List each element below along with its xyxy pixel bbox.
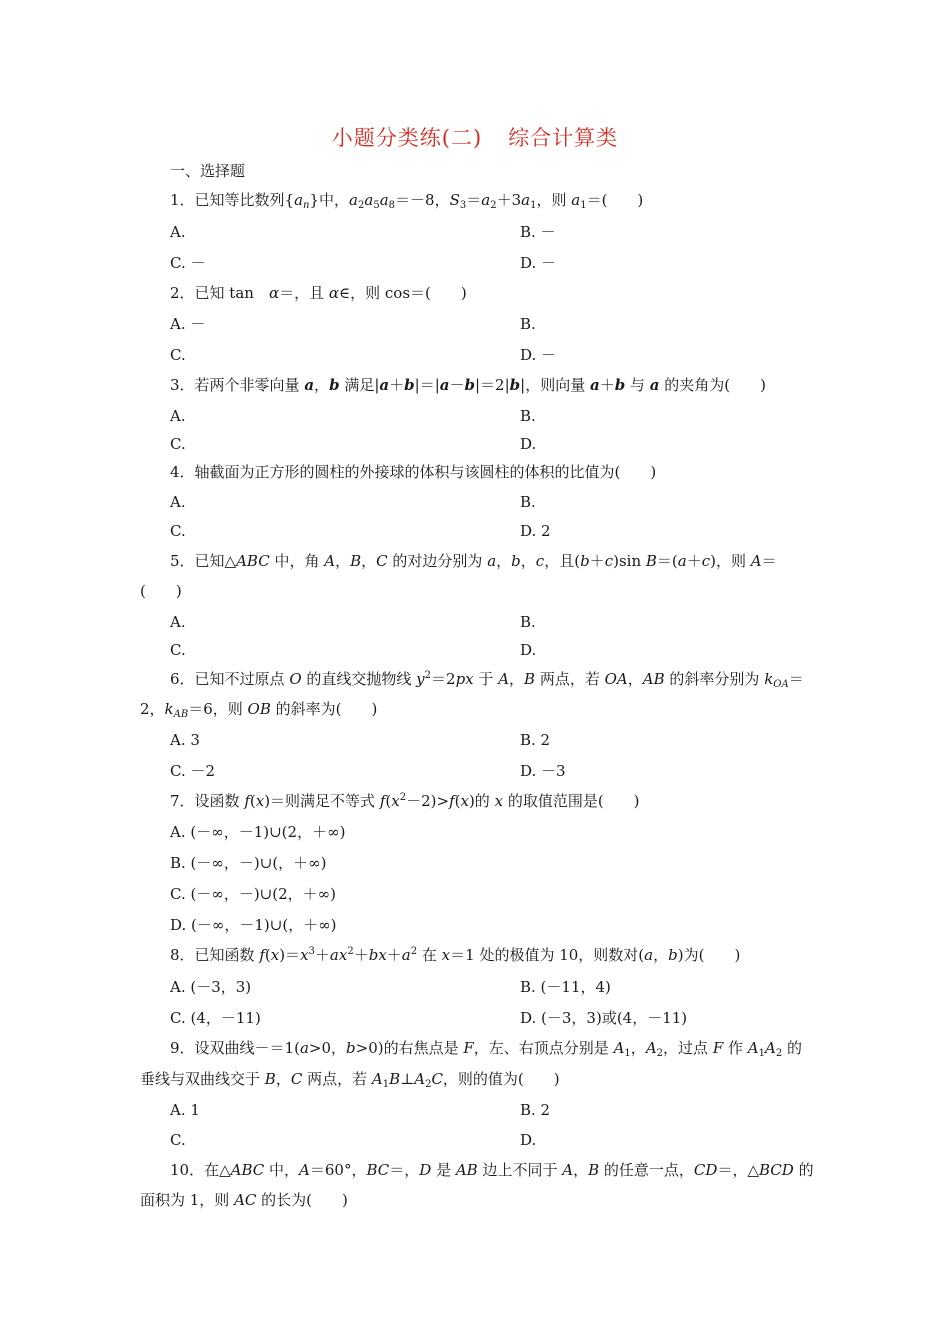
question-q8: 8．已知函数 $f(x)=x^3+ax^2+bx+a^2$ 在 x＝1 处的极值为 10，则数对(a，b)为( ) bbox=[170, 946, 741, 964]
option-q4-c: C. bbox=[170, 522, 186, 540]
option-q7-a: A. (－∞，－1)∪(2，＋∞) bbox=[170, 823, 346, 841]
question-q2: 2．已知 tan α＝，且 α∈，则 cos＝( ) bbox=[170, 284, 467, 302]
option-q4-b: B. bbox=[520, 493, 536, 511]
option-q1-d: D. － bbox=[520, 254, 557, 272]
option-q2-c: C. bbox=[170, 346, 186, 364]
question-q7: 7．设函数 f(x)＝则满足不等式 $f(x^2-2)>f(x)$的 x 的取值范围是( ) bbox=[170, 792, 640, 810]
title-main: 小题分类练(二) bbox=[331, 126, 483, 150]
option-q6-w: 2，$k_{AB}=6$，则 OB 的斜率为( ) bbox=[140, 700, 378, 720]
option-q5-b: B. bbox=[520, 613, 536, 631]
option-q9-a: A. 1 bbox=[170, 1101, 200, 1119]
option-q9-c: C. bbox=[170, 1131, 186, 1149]
question-q9: 9．设双曲线－＝1(a>0，b>0)的右焦点是 F，左、右顶点分别是 $A_1$，$A_2$，过点 F 作 $A_1A_2$ 的 bbox=[170, 1039, 802, 1059]
option-q10-w: 面积为 1，则 AC 的长为( ) bbox=[140, 1191, 348, 1209]
option-q2-b: B. bbox=[520, 315, 536, 333]
question-q10: 10．在△ABC 中，A＝60°，BC＝，D 是 AB 边上不同于 A，B 的任意一点，CD＝，△BCD 的 bbox=[170, 1161, 814, 1179]
option-q8-a: A. (－3，3) bbox=[170, 978, 252, 996]
question-q4: 4．轴截面为正方形的圆柱的外接球的体积与该圆柱的体积的比值为( ) bbox=[170, 463, 657, 481]
option-q3-a: A. bbox=[170, 407, 186, 425]
option-q1-c: C. － bbox=[170, 254, 206, 272]
question-q6: 6．已知不过原点 O 的直线交抛物线 $y^2=2px$ 于 A，B 两点，若 OA，AB 的斜率分别为 $k_{OA}=$ bbox=[170, 670, 804, 690]
title-sub: 综合计算类 bbox=[508, 126, 619, 150]
option-q4-a: A. bbox=[170, 493, 186, 511]
option-q9-d: D. bbox=[520, 1131, 537, 1149]
option-q8-d: D. (－3，3)或(4，－11) bbox=[520, 1009, 688, 1027]
option-q5-d: D. bbox=[520, 641, 537, 659]
question-q1: 1．已知等比数列$\{a_n\}$中，$a_2a_5a_8=-8$，$S_3=a_2+3a_1$，则 $a_1=$( ) bbox=[170, 191, 644, 211]
option-q5-a: A. bbox=[170, 613, 186, 631]
section-heading: 一、选择题 bbox=[170, 162, 246, 180]
option-q9-b: B. 2 bbox=[520, 1101, 551, 1119]
option-q2-d: D. － bbox=[520, 346, 557, 364]
option-q6-a: A. 3 bbox=[170, 731, 200, 749]
option-q6-b: B. 2 bbox=[520, 731, 551, 749]
option-q8-c: C. (4，－11) bbox=[170, 1009, 261, 1027]
option-q8-b: B. (－11，4) bbox=[520, 978, 611, 996]
option-q7-c: C. (－∞，－)∪(2，＋∞) bbox=[170, 885, 336, 903]
option-q3-d: D. bbox=[520, 435, 537, 453]
option-q1-a: A. bbox=[170, 223, 186, 241]
option-q2-a: A. － bbox=[170, 315, 206, 333]
option-q9-w: 垂线与双曲线交于 B，C 两点，若 $A_1B\perp A_2C$，则的值为( ) bbox=[140, 1070, 560, 1090]
option-q6-d: D. －3 bbox=[520, 762, 566, 780]
option-q5-w: ( ) bbox=[140, 582, 182, 600]
option-q1-b: B. － bbox=[520, 223, 556, 241]
option-q7-d: D. (－∞，－1)∪(，＋∞) bbox=[170, 916, 337, 934]
option-q3-c: C. bbox=[170, 435, 186, 453]
option-q4-d: D. 2 bbox=[520, 522, 551, 540]
option-q7-b: B. (－∞，－)∪(，＋∞) bbox=[170, 854, 327, 872]
question-q5: 5．已知△ABC 中，角 A，B，C 的对边分别为 a，b，c，且(b＋c)sin B＝(a＋c)，则 A＝ bbox=[170, 552, 777, 570]
option-q5-c: C. bbox=[170, 641, 186, 659]
option-q3-b: B. bbox=[520, 407, 536, 425]
question-q3: 3．若两个非零向量 a，b 满足|a＋b|＝|a－b|＝2|b|，则向量 a＋b 与 a 的夹角为( ) bbox=[170, 376, 766, 394]
page-title bbox=[0, 122, 950, 152]
option-q6-c: C. －2 bbox=[170, 762, 216, 780]
